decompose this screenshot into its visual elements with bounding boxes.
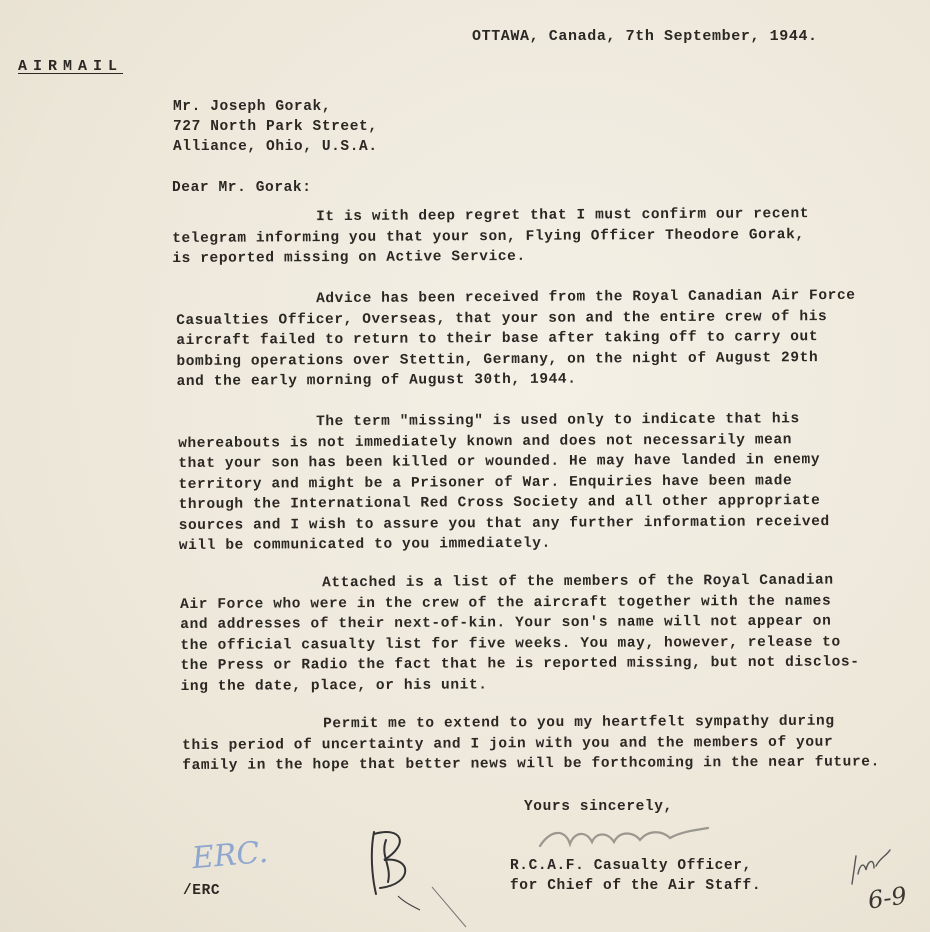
closing: Yours sincerely,: [524, 799, 673, 815]
monogram-initials: [362, 822, 422, 912]
paragraph-line: is reported missing on Active Service.: [172, 248, 526, 267]
paragraph-line: bombing operations over Stettin, Germany, on the night of August 29th: [176, 349, 819, 370]
paragraph-line: family in the hope that better news will be forthcoming in the near future.: [182, 754, 880, 774]
paragraph-line: and addresses of their next-of-kin. Your son's name will not appear on: [180, 613, 832, 633]
recipient-street: 727 North Park Street,: [173, 119, 378, 135]
recipient-name: Mr. Joseph Gorak,: [173, 99, 332, 115]
reference-initials: /ERC: [183, 883, 221, 899]
salutation: Dear Mr. Gorak:: [172, 180, 312, 196]
dateline: OTTAWA, Canada, 7th September, 1944.: [472, 28, 818, 45]
paragraph-line: through the International Red Cross Society and all other appropriate: [178, 493, 821, 513]
paragraph-line: the Press or Radio the fact that he is reported missing, but not disclos-: [180, 654, 860, 674]
paragraph-line: will be communicated to you immediately.: [178, 535, 551, 554]
signature-scribble: [530, 818, 720, 858]
paragraph-5: [182, 711, 880, 776]
paragraph-line: The term "missing" is used only to indicate that his: [316, 411, 800, 431]
paragraph-4: [180, 570, 860, 697]
paragraph-2: [176, 286, 856, 393]
paragraph-line: Attached is a list of the members of the Royal Canadian: [322, 572, 834, 592]
paragraph-line: Advice has been received from the Royal Canadian Air Force: [316, 287, 856, 308]
paragraph-line: Casualties Officer, Overseas, that your son and the entire crew of his: [176, 308, 828, 329]
signature-title: R.C.A.F. Casualty Officer,: [510, 858, 752, 874]
paragraph-line: whereabouts is not immediately known and does not necessarily mean: [178, 431, 793, 452]
airmail-label: AIRMAIL: [18, 58, 124, 75]
paragraph-3: [178, 409, 830, 556]
paragraph-line: that your son has been killed or wounded. He may have landed in enemy: [178, 452, 821, 472]
paragraph-line: this period of uncertainty and I join with you and the members of your: [182, 734, 834, 754]
recipient-city: Alliance, Ohio, U.S.A.: [173, 139, 378, 155]
paragraph-line: Permit me to extend to you my heartfelt sympathy during: [323, 713, 835, 733]
paragraph-line: aircraft failed to return to their base after taking off to carry out: [176, 329, 819, 349]
paragraph-line: territory and might be a Prisoner of War. Enquiries have been made: [178, 472, 793, 493]
paragraph-line: sources and I wish to assure you that any further information received: [178, 513, 830, 534]
handwritten-date: 6-9: [866, 881, 909, 915]
paragraph-line: and the early morning of August 30th, 1944.: [176, 371, 577, 390]
paragraph-line: Air Force who were in the crew of the aircraft together with the names: [180, 593, 832, 613]
paragraph-line: It is with deep regret that I must confirm our recent: [316, 206, 810, 226]
handwritten-initials: ERC.: [190, 834, 270, 877]
paragraph-line: the official casualty list for five weeks. You may, however, release to: [180, 634, 841, 654]
paragraph-1: [172, 204, 809, 269]
paragraph-line: ing the date, place, or his unit.: [180, 676, 488, 695]
paragraph-line: telegram informing you that your son, Flying Officer Theodore Gorak,: [172, 226, 805, 247]
handwritten-scrawl: [846, 840, 896, 890]
signature-subtitle: for Chief of the Air Staff.: [510, 878, 762, 894]
pencil-mark: [430, 885, 470, 930]
